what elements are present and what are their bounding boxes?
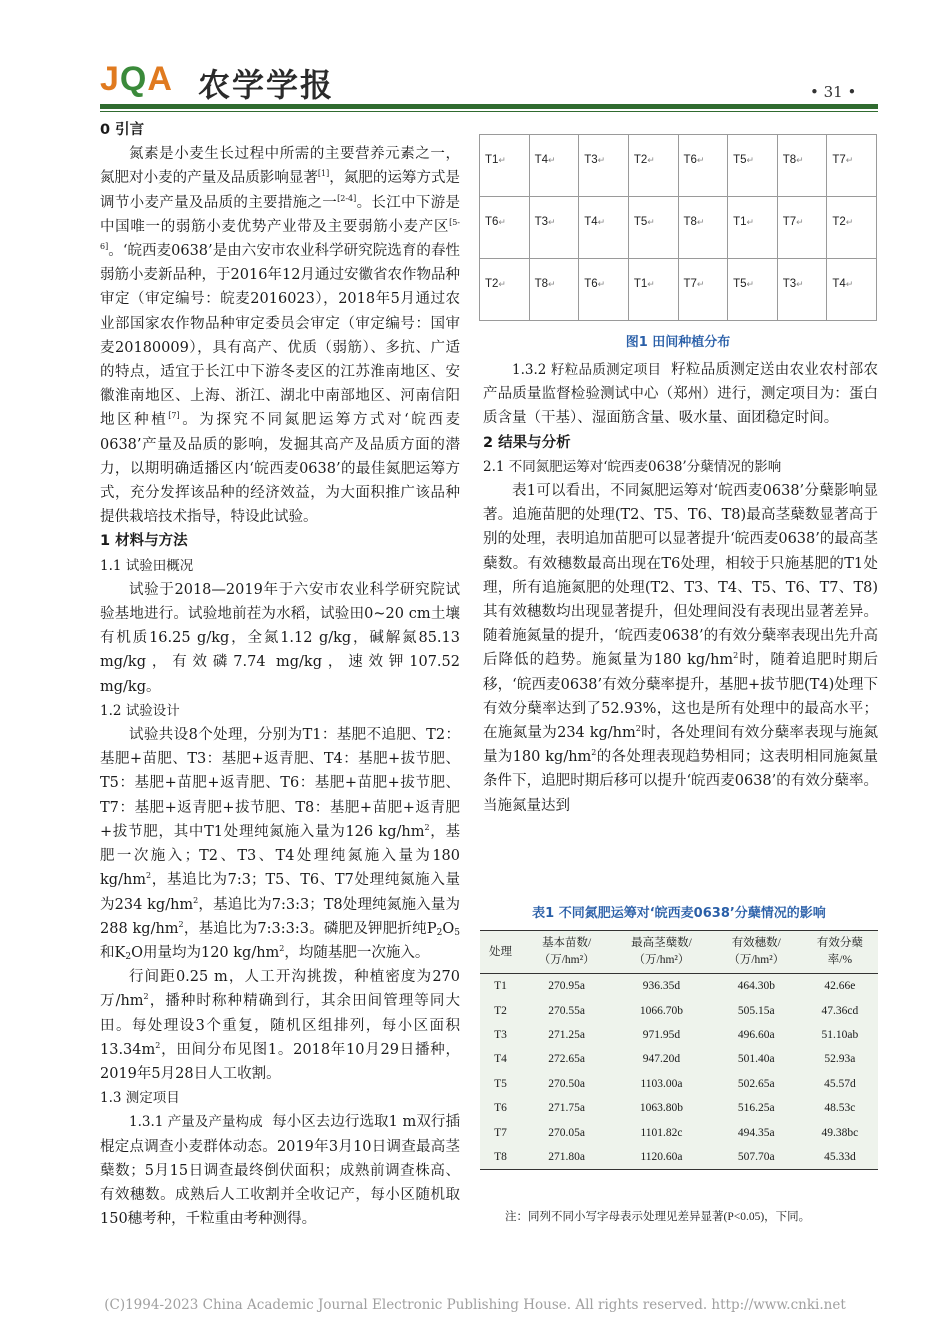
table-cell: 501.40a (737, 1053, 775, 1066)
table-cell: 1103.00a (640, 1077, 683, 1090)
copyright-footer: (C)1994-2023 China Academic Journal Electronic Publishing House. All rights reserved. http://www.cnki.net (104, 1297, 846, 1313)
grid-cell: T6↵ (579, 259, 629, 321)
field-layout-figure (479, 134, 877, 321)
planting-paragraph: 行间距0.25 m，人工开沟挑拨，种植密度为270万$/hm^2$，播种时称种精确到行，其余田间管理等同大田。每处理设3个重复，随机区组排列，每小区面积$13.34m^2$，田间分布见图1。2018年10月29日播种，2019年5月28日人工收割。 (100, 969, 460, 1082)
table-cell: 45.33d (802, 1145, 878, 1170)
table-1-title: 表1 不同氮肥运筹对‘皖西麦0638’分蘖情况的影响 (532, 906, 826, 921)
grid-cell: T1↵ (628, 259, 678, 321)
table-header-cell: 基本苗数/ （万/hm²） (521, 931, 612, 974)
table-cell: 502.65a (737, 1077, 775, 1090)
section-2-title: 2 结果与分析 (483, 434, 571, 451)
design-paragraph: 试验共设8个处理，分别为T1：基肥不追肥、T2：基肥+苗肥、T3：基肥+返青肥、T4：基肥+拔节肥、T5：基肥+苗肥+返青肥、T6：基肥+苗肥+拔节肥、T7：基肥+返青肥+拔节肥、T8：基肥+苗肥+返青肥+拔节肥，其中T1处理纯氮施入量为126 $kg/hm^2$，基肥一次施入；T2、T3、T4处理纯氮施入量为180 $kg/hm^2$，基追比为7:3；T5、T6、T7处理纯氮施入量为234 $kg/hm^2$，基追比为7:3:3；T8处理纯氮施入量为288 $kg/hm^2$，基追比为7:3:3:3。磷肥及钾肥折纯$P_2O_5$和$K_2O$用量均为120 $kg/hm^2$，均随基肥一次施入。 (100, 727, 461, 962)
table-cell: T1 (494, 980, 507, 993)
table-cell: T2 (494, 1004, 507, 1017)
table-cell: T8 (480, 1145, 521, 1170)
quality-paragraph: 1.3.2 籽粒品质测定项目 籽粒品质测定送由农业农村部农产品质量监督检验测试中心（郑州）进行，测定项目为：蛋白质含量（干基）、湿面筋含量、吸水量、面团稳定时间。 (483, 362, 878, 427)
section-2-1-title: 2.1 不同氮肥运筹对‘皖西麦0638’分蘖情况的影响 (483, 458, 782, 475)
table-cell: T6 (494, 1102, 507, 1115)
table-cell: 936.35d (642, 980, 681, 993)
table-cell: 52.93a (824, 1053, 856, 1066)
grid-cell: T5↵ (728, 135, 778, 197)
grid-cell: T1↵ (728, 197, 778, 259)
table-cell: 516.25a (737, 1102, 775, 1115)
grid-cell: T3↵ (777, 259, 827, 321)
grid-cell: T1↵ (480, 135, 530, 197)
grid-cell: T2↵ (628, 135, 678, 197)
table-cell: 271.80a (521, 1145, 612, 1170)
grid-cell: T4↵ (579, 197, 629, 259)
grid-row (480, 135, 877, 197)
yield-paragraph: 1.3.1 产量及产量构成 每小区去边行选取1 m双行插棍定点调查小麦群体动态。2019年3月10日调查最高茎蘖数；5月15日调查最终倒伏面积；成熟前调查株高、有效穗数。成熟后人工收割并全收记产，每小区随机取150穗考种，千粒重由考种测得。 (100, 1114, 460, 1228)
table-cell: 47.36cd (821, 1004, 859, 1017)
table-cell: 42.66e (824, 980, 856, 993)
grid-cell: T2↵ (480, 259, 530, 321)
table-cell: 1063.80b (639, 1102, 684, 1115)
table-cell: T3 (494, 1028, 507, 1041)
journal-logo: JQA (100, 60, 173, 98)
table-cell: 1101.82c (640, 1126, 683, 1139)
table-cell: 464.30b (737, 980, 775, 993)
grid-cell: T5↵ (728, 259, 778, 321)
grid-cell: T4↵ (827, 259, 877, 321)
tillering-table (480, 930, 878, 1170)
table-cell: 496.60a (737, 1028, 775, 1041)
table-cell: 271.25a (548, 1028, 586, 1041)
table-cell: 270.05a (548, 1126, 586, 1139)
table-cell: 270.95a (548, 980, 586, 993)
grid-cell: T7↵ (827, 135, 877, 197)
grid-cell: T7↵ (678, 259, 728, 321)
section-1-3-title: 1.3 测定项目 (100, 1090, 180, 1107)
grid-cell: T6↵ (678, 135, 728, 197)
table-cell: 270.55a (548, 1004, 586, 1017)
grid-row (480, 197, 877, 259)
table-row (480, 1047, 878, 1071)
section-1-1-title: 1.1 试验田概况 (100, 557, 194, 574)
table-row (480, 1072, 878, 1096)
table-row (480, 1120, 878, 1144)
table-cell: 947.20d (642, 1053, 681, 1066)
right-column (483, 358, 878, 818)
grid-cell: T7↵ (777, 197, 827, 259)
journal-name: 农学学报 (198, 66, 335, 104)
table-cell: 494.35a (737, 1126, 775, 1139)
grid-cell: T2↵ (827, 197, 877, 259)
table-cell: 270.50a (548, 1077, 586, 1090)
section-0-title: 0 引言 (100, 122, 145, 138)
intro-paragraph: 氮素是小麦生长过程中所需的主要营养元素之一，氮肥对小麦的产量及品质影响显著[1]，氮肥的运筹方式是调节小麦产量及品质的主要措施之一[2-4]。长江中下游是中国唯一的弱筋小麦优势产业带及主要弱筋小麦产区[5-6]。‘皖西麦0638’是由六安市农业科学研究院选育的春性弱筋小麦新品种，于2016年12月通过安徽省农作物品种审定（审定编号：皖麦2016023），2018年5月通过农业部国家农作物品种审定委员会审定（审定编号：国审麦20180009），具有高产、优质（弱筋）、多抗、广适的特点，适宜于长江中下游冬麦区的江苏淮南地区、安徽淮南地区、上海、浙江、湖北中南部地区、河南信阳地区种植[7]。为探究不同氮肥运筹方式对‘皖西麦0638’产量及品质的影响，发掘其高产及品质方面的潜力，以期明确适播区内‘皖西麦0638’的最佳氮肥运筹方式，充分发挥该品种的经济效益，为大面积推广该品种提供栽培技术指导，特设此试验。 (100, 146, 461, 526)
grid-row (480, 259, 877, 321)
grid-cell: T3↵ (579, 135, 629, 197)
table-row (480, 1096, 878, 1120)
grid-cell: T4↵ (529, 135, 579, 197)
section-1-2-title: 1.2 试验设计 (100, 702, 180, 719)
table-cell: 49.38bc (821, 1126, 859, 1139)
table-row (480, 1023, 878, 1047)
table-header-cell: 有效穗数/ （万/hm²） (711, 931, 802, 974)
grid-cell: T6↵ (480, 197, 530, 259)
header-rule (100, 104, 878, 109)
table-header-cell: 有效分蘖 率/% (802, 931, 878, 974)
table-cell: 505.15a (737, 1004, 775, 1017)
page-number: • 31 • (810, 83, 857, 101)
table-note: 注：同列不同小写字母表示处理见差异显著(P<0.05)，下同。 (505, 1211, 811, 1223)
table-cell: 51.10ab (821, 1028, 859, 1041)
site-paragraph: 试验于2018—2019年于六安市农业科学研究院试验基地进行。试验地前茬为水稻，试验田0~20 cm土壤有机质16.25 g/kg，全氮1.12 g/kg，碱解氮85.13 mg/kg，有效磷7.74 mg/kg，速效钾107.52 mg/kg。 (100, 581, 460, 695)
table-row (480, 1145, 878, 1170)
grid-cell: T3↵ (529, 197, 579, 259)
left-column (100, 118, 460, 1231)
table-cell: 48.53c (824, 1102, 856, 1115)
header-rule-thin (100, 111, 878, 112)
table-row (480, 974, 878, 999)
table-cell: T5 (494, 1077, 507, 1090)
table-cell: 271.75a (548, 1102, 586, 1115)
section-1-title: 1 材料与方法 (100, 533, 188, 550)
figure-1-caption: 图1 田间种植分布 (625, 335, 731, 350)
table-cell: 272.65a (548, 1053, 586, 1066)
table-cell: 1120.60a (612, 1145, 711, 1170)
table-cell: 971.95d (642, 1028, 681, 1041)
table-cell: 1066.70b (639, 1004, 684, 1017)
table-cell: 507.70a (711, 1145, 802, 1170)
grid-cell: T8↵ (777, 135, 827, 197)
table-cell: T4 (494, 1053, 507, 1066)
table-row (480, 998, 878, 1022)
grid-cell: T8↵ (678, 197, 728, 259)
table-header-cell: 处理 (480, 931, 521, 974)
results-paragraph: 表1可以看出，不同氮肥运筹对‘皖西麦0638’分蘖影响显著。追施苗肥的处理(T2、T5、T6、T8)最高茎蘖数显著高于别的处理，表明追加苗肥可以显著提升‘皖西麦0638’的最高茎蘖数。有效穗数最高出现在T6处理，相较于只施基肥的T1处理，所有追施氮肥的处理(T2、T3、T4、T5、T6、T7、T8)其有效穗数均出现显著提升，但处理间没有表现出显著差异。随着施氮量的提升，‘皖西麦0638’的有效分蘖率表现出先升高后降低的趋势。施氮量为180 $kg/hm^2$时，随着追肥时期后移，‘皖西麦0638’有效分蘖率提升，基肥+拔节肥(T4)处理下有效分蘖率达到了52.93%，这也是所有处理中的最高水平；在施氮量为234 $kg/hm^2$时，各处理间有效分蘖率表现与施氮量为180 $kg/hm^2$的各处理表现趋势相同；这表明相同施氮量条件下，追肥时期后移可以提升‘皖西麦0638’的有效分蘖率。当施氮量达到 (483, 483, 879, 814)
table-cell: 45.57d (824, 1077, 856, 1090)
table-header-cell: 最高茎蘖数/ （万/hm²） (612, 931, 711, 974)
table-cell: T7 (494, 1126, 507, 1139)
grid-cell: T8↵ (529, 259, 579, 321)
grid-cell: T5↵ (628, 197, 678, 259)
